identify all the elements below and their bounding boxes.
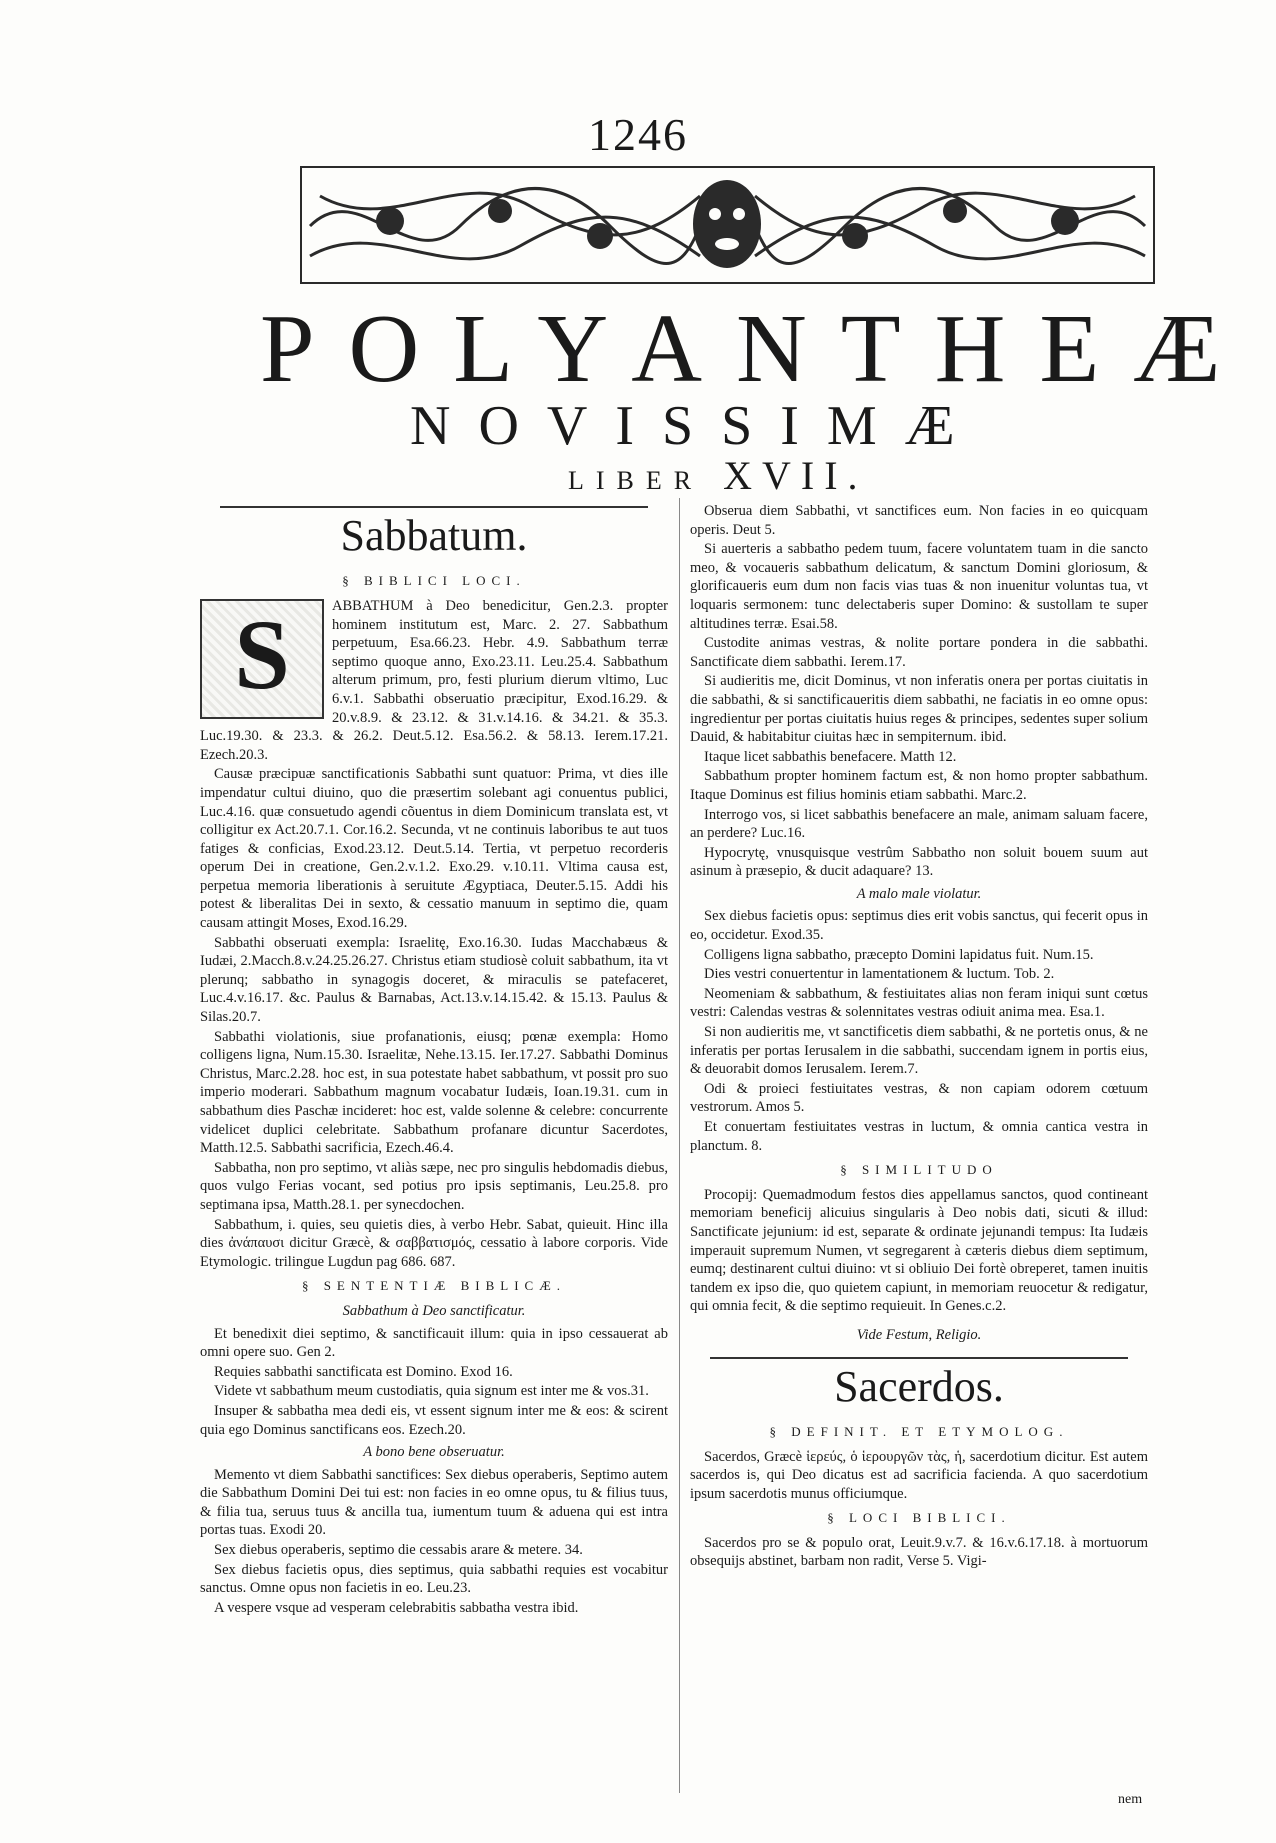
paragraph: Colligens ligna sabbatho, præcepto Domini lapidatus fuit. Num.15. [704, 946, 1094, 963]
rubric-biblici-loci: § BIBLICI LOCI. [342, 573, 526, 589]
paragraph: Si non audieritis me, vt sanctificetis diem sabbathi, & ne portetis onus, & ne inferatis per portas Ierusalem in die sabbathi, succendam ignem in portis eius, & deuorabit domos Ierusalem. Ierem.7. [690, 1024, 1148, 1078]
rubric-definit-etymolog: § DEFINIT. ET ETYMOLOG. [769, 1423, 1069, 1439]
book-label [568, 452, 868, 499]
paragraph: Sex diebus facietis opus: septimus dies erit vobis sanctus, qui fecerit opus in eo, occidetur. Exod.35. [690, 908, 1148, 944]
sententia: Et benedixit diei septimo, & sanctificauit illum: quia in ipso cessauerat ab omni opere suo. Gen 2. [200, 1325, 668, 1361]
paragraph: Sabbathi violationis, siue profanationis, eiusq; pœnæ exempla: Homo colligens ligna, Num.15.30. Israelitæ, Nehe.13.15. Ier.17.27. Sabbathi Dominus Christus, Marc.2.28. hoc est, in sua potestate habet sabbathum, vt possit pro suo imperio moderari. Sabbathum magnum vocabatur Iudæis, Ioan.19.31. cum in sabbathum dies Paschæ incideret: hoc est, valde solenne & celebre: concurrente videlicet duplici celebritate. Sabbathum profanare dicuntur Sacerdotes, Matth.12.5. Sabbathi sacrificia, Ezech.46.4. [200, 1028, 668, 1157]
paragraph: Sabbathum, i. quies, seu quietis dies, à verbo Hebr. Sabat, quieuit. Hinc illa dies ἀνάπαυσι dicitur Græcè, & σαββατισμός, cessatio à labore corporis. Vide Etymologic. trilingue Lugdun pag 686. 687. [200, 1216, 668, 1270]
book-number: XVII. [723, 453, 868, 498]
sententia: Videte vt sabbathum meum custodiatis, quia signum est inter me & vos.31. [214, 1383, 649, 1400]
sub-rubric: A bono bene obseruatur. [363, 1444, 505, 1461]
sententia: Sex diebus facietis opus, dies septimus, quia sabbathi requies est vocabitur sanctus. Omne opus non facietis in eo. Leu.23. [200, 1561, 668, 1597]
paragraph: Odi & proieci festiuitates vestras, & non capiam odorem cœtuum vestrorum. Amos 5. [690, 1080, 1148, 1116]
book-prefix: LIBER [568, 466, 704, 495]
sententia: Insuper & sabbatha mea dedi eis, vt essent signum inter me & eos: & scirent quia ego Dominus sanctificans eos. Ezech.20. [200, 1402, 668, 1438]
sententia: Sex diebus operaberis, septimo die cessabis arare & metere. 34. [214, 1542, 583, 1559]
paragraph: Sabbatha, non pro septimo, vt aliàs sæpe, nec pro singulis hebdomadis diebus, quos vulgo Ferias vocant, sed potius pro ipsis septimanis, Leu.25.8. pro septimana ipsa, Matth.28.1. per synecdochen. [200, 1159, 668, 1213]
dropcap-paragraph-block [200, 597, 668, 765]
right-column [690, 502, 1148, 1572]
paragraph: Causæ præcipuæ sanctificationis Sabbathi sunt quatuor: Prima, vt dies ille impendatur cultui diuino, quo die præsertim solebant agi conuentus publici, Luc.4.16. quæ consuetudo agendi cõuentus in diem Dominicum translata est, vt colligitur ex Act.20.7.1. Cor.16.2. Secunda, vt ne continuis laboribus te aut tuos fatiges & conficias, Exod.23.12. Deut.5.14. Tertia, vt perpetuo recorderis operum Dei in creatione, Gen.2.v.1.2. Exo.29. v.10.11. Vltima causa est, perpetua memoria liberationis à seruitute Ægyptiaca, Deuter.5.15. Addi his potest & liberalitas Dei in sexto, & cessatio manuum in septimo die, quam causam attingit Moses, Exod.16.29. [200, 766, 668, 932]
paragraph: Si auerteris a sabbatho pedem tuum, facere voluntatem tuam in die sancto meo, & vocaueris sabbathum delicatum, & sanctum Domini gloriosum, & glorificaueris eum dum non facis vias tuas & non inuenitur voluntas tua, vt loquaris sermonem: tunc delectaberis super Domino: & sustollam te super altitudines terræ. Esai.58. [690, 541, 1148, 632]
rubric-similitudo: § SIMILITUDO [840, 1162, 998, 1178]
dropcap-paragraph: ABBATHUM à Deo benedicitur, Gen.2.3. propter hominem institutum est, Marc. 2. 27. Sabbathum perpetuum, Esa.66.23. Hebr. 4.9. Sabbathum terræ septimo quoque anno, Exo.23.11. Leu.25.4. Sabbathum alterum primum, pro, festi plurium dierum vltimo, Luc 6.v.1. Sabbathi obseruatio præcipitur, Exod.16.29. & 20.v.8.9. & 23.12. & 31.v.14.16. & 34.21. & 35.3. Luc.19.30. & 23.3. & 26.2. Deut.5.12. Esa.56.2. & 58.13. Ierem.17.21. Ezech.20.3. [200, 597, 668, 763]
rubric-sententiae-biblicae: § SENTENTIÆ BIBLICÆ. [301, 1278, 567, 1294]
paragraph: Sabbathum propter hominem factum est, & non homo propter sabbathum. Itaque Dominus est filius hominis etiam sabbathi. Marc.2. [690, 768, 1148, 803]
book-title: POLYANTHEÆ [260, 295, 1255, 403]
section-rule [710, 1357, 1128, 1359]
dropcap-letter: S [234, 598, 290, 710]
similitudo-paragraph: Procopij: Quemadmodum festos dies appellamus sanctos, quod contineant memoriam beneficij alicuius singularis à Deo nobis dati, sicuti & illud: Sanctificate jejunium: id est, separate & ordinate jejunandi tempus: Ita Iudæis imperauit supremum Numen, vt segregarent à cæteris diebus diem septimum, eumq; destinarent cultui diuino: vt si obliuio Dei fortè obreperet, tamen inuitis tandem ex ipso die, quo quietem capiunt, in memoriam reuocetur & redigatur, qui omnia fecit, & die septimo requieuit. In Genes.c.2. [690, 1186, 1148, 1315]
catchword: nem [1118, 1792, 1143, 1807]
rubric-loci-biblici: § LOCI BIBLICI. [827, 1510, 1011, 1526]
cross-reference: Vide Festum, Religio. [856, 1326, 982, 1343]
paragraph: Sabbathi obseruati exempla: Israelitę, Exo.16.30. Iudas Macchabæus & Iudæi, 2.Macch.8.v.24.25.26.27. Christus etiam studiosè coluit sabbathum, ita vt plerunq; sabbatho in synagogis doceret, & miraculis se patefaceret, Luc.4.v.16.17. &c. Paulus & Barnabas, Act.13.v.14.15.42. & 15.13. Paulus & Silas.20.7. [200, 934, 668, 1026]
paragraph: Custodite animas vestras, & nolite portare pondera in die sabbathi. Sanctificate diem sabbathi. Ierem.17. [690, 635, 1148, 670]
sub-rubric: A malo male violatur. [856, 885, 982, 902]
paragraph: Et conuertam festiuitates vestras in luctum, & omnia cantica vestra in planctum. 8. [690, 1119, 1148, 1154]
sub-rubric: Sabbathum à Deo sanctificatur. [342, 1302, 526, 1319]
paragraph: Hypocrytę, vnusquisque vestrûm Sabbatho non soluit bouem suum aut asinum à præsepio, & ducit adaquare? 13. [690, 844, 1148, 880]
decorative-headpiece-icon [300, 166, 1155, 284]
section-title-sabbatum: Sabbatum. [340, 511, 528, 560]
sententia: Requies sabbathi sanctificata est Domino. Exod 16. [214, 1363, 513, 1380]
book-subtitle: NOVISSIMÆ [410, 395, 983, 457]
section-title-sacerdos: Sacerdos. [834, 1361, 1004, 1411]
paragraph: Si audieritis me, dicit Dominus, vt non inferatis onera per portas ciuitatis in die sabbathi, & si sanctificaueritis diem sabbathi, ne faciatis in eo omne opus: ingredientur per portas ciuitatis huius reges & principes, sedentes super solium Dauid, & habitabitur ciuitas hæc in sempiternum. ibid. [690, 673, 1148, 746]
paragraph: Neomeniam & sabbathum, & festiuitates alias non feram iniqui sunt cœtus vestri: Calendas vestras & solennitates vestras odiuit anima mea. Esa.1. [690, 985, 1148, 1021]
sententia: Memento vt diem Sabbathi sanctifices: Sex diebus operaberis, Septimo autem die Sabbathum Domini Dei tui est: non facies in eo omne opus, tu & filius tuus, & filia tua, seruus tuus & ancilla tua, iumentum tuum & aduena qui est intra portas tuas. Exodi 20. [200, 1466, 668, 1539]
paragraph: Dies vestri conuertentur in lamentationem & luctum. Tob. 2. [704, 966, 1055, 983]
paragraph: Sacerdos, Græcè ἱερεύς, ὁ ἱερουργῶν τὰς, ἡ, sacerdotium dicitur. Est autem sacerdos is, qui Deo dicatus est ad sacrificia facienda. A quo sacerdotium ipsum sacerdotis munus officiumque. [690, 1448, 1148, 1502]
left-column [200, 502, 668, 1618]
paragraph: Obserua diem Sabbathi, vt sanctifices eum. Non facies in eo quicquam operis. Deut 5. [690, 503, 1148, 538]
paragraph: Interrogo vos, si licet sabbathis benefacere an male, animam saluam facere, an perdere? Luc.16. [690, 806, 1148, 842]
sententia: A vespere vsque ad vesperam celebrabitis sabbatha vestra ibid. [214, 1599, 579, 1616]
page-number: 1246 [588, 109, 688, 160]
column-divider [679, 498, 680, 1793]
paragraph: Sacerdos pro se & populo orat, Leuit.9.v.7. & 16.v.6.17.18. à mortuorum obsequijs abstinet, barbam non radit, Verse 5. Vigi- [690, 1534, 1148, 1570]
paragraph: Itaque licet sabbathis benefacere. Matth 12. [704, 748, 957, 765]
section-rule [220, 506, 648, 508]
dropcap-initial-icon [200, 599, 324, 719]
